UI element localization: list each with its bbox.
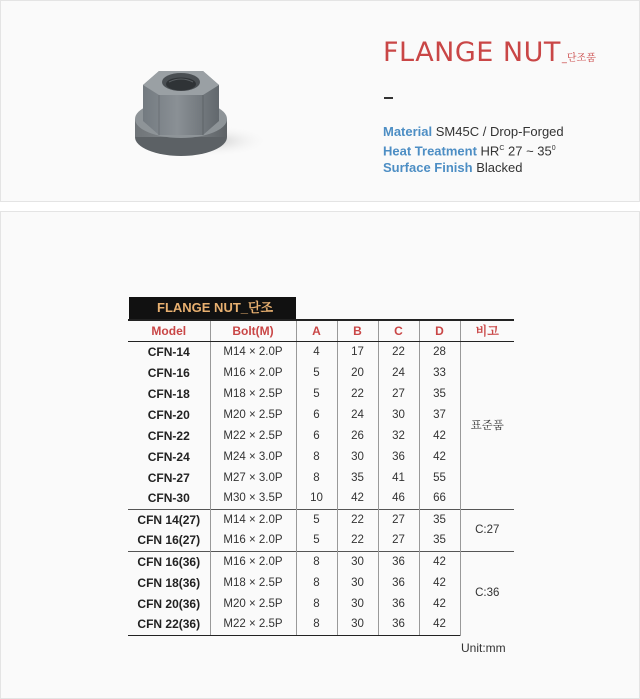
- table-row: [128, 488, 514, 509]
- table-row: [128, 551, 514, 572]
- model-cell: CFN-18: [147, 386, 190, 401]
- spec-superscript: 0: [551, 145, 556, 152]
- note-cell: 표준품: [460, 341, 514, 509]
- col-note: 비고: [460, 320, 514, 341]
- table-row: [128, 383, 514, 404]
- col-d: D: [419, 320, 460, 341]
- model-cell: CFN 20(36): [137, 596, 201, 611]
- b-cell: 26: [337, 425, 378, 446]
- model-cell: CFN 14(27): [128, 509, 210, 530]
- a-cell: 6: [296, 425, 337, 446]
- d-cell: 42: [419, 614, 460, 635]
- c-cell: 24: [378, 362, 419, 383]
- b-cell: 42: [337, 488, 378, 509]
- c-cell: 27: [378, 530, 419, 551]
- a-cell: 5: [296, 530, 337, 551]
- c-cell: 27: [378, 383, 419, 404]
- table-row: [128, 404, 514, 425]
- b-cell: 35: [337, 467, 378, 488]
- table-title: FLANGE NUT_단조: [129, 297, 296, 319]
- table-row: [128, 614, 514, 635]
- bolt-cell: M14 × 2.0P: [210, 509, 296, 530]
- bolt-cell: M18 × 2.5P: [210, 383, 296, 404]
- spec-table: [128, 319, 514, 636]
- bolt-cell: M22 × 2.5P: [210, 614, 296, 635]
- c-cell: 36: [378, 593, 419, 614]
- model-cell: CFN-16: [147, 365, 190, 380]
- spec-list: [383, 123, 564, 176]
- table-body: [128, 341, 514, 635]
- model-cell: CFN 18(36): [137, 575, 201, 590]
- a-cell: 8: [296, 446, 337, 467]
- c-cell: 36: [378, 551, 419, 572]
- bolt-cell: M16 × 2.0P: [210, 530, 296, 551]
- table-row: [128, 572, 514, 593]
- col-model: Model: [128, 320, 210, 341]
- spec-key: Material: [383, 124, 433, 139]
- a-cell: 5: [296, 362, 337, 383]
- spec-material: [383, 123, 564, 140]
- d-cell: 42: [419, 572, 460, 593]
- bolt-cell: M30 × 3.5P: [210, 488, 296, 509]
- d-cell: 42: [419, 446, 460, 467]
- bolt-cell: M16 × 2.0P: [210, 362, 296, 383]
- model-cell: CFN-20: [147, 407, 190, 422]
- model-cell: CFN-22: [147, 428, 190, 443]
- note-cell: C:36: [460, 551, 514, 635]
- spec-value: Blacked: [476, 160, 523, 176]
- d-cell: 35: [419, 530, 460, 551]
- b-cell: 30: [337, 572, 378, 593]
- c-cell: 32: [378, 425, 419, 446]
- a-cell: 8: [296, 551, 337, 572]
- table-header-row: [128, 320, 514, 341]
- d-cell: 42: [419, 551, 460, 572]
- d-cell: 28: [419, 341, 460, 362]
- product-header-card: [0, 0, 640, 202]
- d-cell: 66: [419, 488, 460, 509]
- table-row: [128, 341, 514, 362]
- bolt-cell: M20 × 2.5P: [210, 404, 296, 425]
- d-cell: 35: [419, 383, 460, 404]
- c-cell: 41: [378, 467, 419, 488]
- b-cell: 30: [337, 446, 378, 467]
- a-cell: 10: [296, 488, 337, 509]
- b-cell: 30: [337, 614, 378, 635]
- a-cell: 8: [296, 593, 337, 614]
- bolt-cell: M14 × 2.0P: [210, 341, 296, 362]
- c-cell: 36: [378, 614, 419, 635]
- product-title-suffix: _단조품: [561, 53, 596, 64]
- col-b: B: [337, 320, 378, 341]
- b-cell: 17: [337, 341, 378, 362]
- c-cell: 46: [378, 488, 419, 509]
- bolt-cell: M16 × 2.0P: [210, 551, 296, 572]
- b-cell: 22: [337, 509, 378, 530]
- spec-value: HR: [480, 143, 500, 159]
- b-cell: 24: [337, 404, 378, 425]
- spec-superscript: C: [499, 145, 505, 152]
- model-cell: CFN-14: [147, 344, 190, 359]
- product-title: [383, 37, 596, 68]
- bolt-cell: M27 × 3.0P: [210, 467, 296, 488]
- b-cell: 22: [337, 383, 378, 404]
- d-cell: 35: [419, 509, 460, 530]
- product-title-text: FLANGE NUT: [383, 37, 561, 68]
- table-row: [128, 425, 514, 446]
- model-cell: CFN 16(27): [137, 533, 201, 548]
- a-cell: 4: [296, 341, 337, 362]
- model-cell: CFN 22(36): [128, 614, 210, 635]
- d-cell: 37: [419, 404, 460, 425]
- table-row: [128, 509, 514, 530]
- d-cell: 42: [419, 593, 460, 614]
- bolt-cell: M18 × 2.5P: [210, 572, 296, 593]
- b-cell: 20: [337, 362, 378, 383]
- a-cell: 5: [296, 383, 337, 404]
- table-row: [128, 593, 514, 614]
- table-row: [128, 467, 514, 488]
- spec-surface-finish: [383, 159, 564, 176]
- a-cell: 5: [296, 509, 337, 530]
- table-row: [128, 530, 514, 551]
- c-cell: 36: [378, 446, 419, 467]
- col-c: C: [378, 320, 419, 341]
- spec-value: SM45C / Drop-Forged: [435, 124, 564, 139]
- bolt-cell: M22 × 2.5P: [210, 425, 296, 446]
- bolt-cell: M20 × 2.5P: [210, 593, 296, 614]
- a-cell: 8: [296, 572, 337, 593]
- c-cell: 36: [378, 572, 419, 593]
- d-cell: 42: [419, 425, 460, 446]
- c-cell: 30: [378, 404, 419, 425]
- model-cell: CFN-27: [147, 470, 190, 485]
- spec-value-range: 27 ~ 35: [504, 143, 552, 159]
- c-cell: 27: [378, 509, 419, 530]
- title-divider: [384, 97, 393, 99]
- spec-heat-treatment: [383, 140, 564, 159]
- model-cell: CFN 16(36): [128, 551, 210, 572]
- c-cell: 22: [378, 341, 419, 362]
- d-cell: 33: [419, 362, 460, 383]
- spec-key: Surface Finish: [383, 160, 473, 176]
- a-cell: 6: [296, 404, 337, 425]
- a-cell: 8: [296, 467, 337, 488]
- table-row: [128, 362, 514, 383]
- model-cell: CFN-24: [147, 449, 190, 464]
- col-a: A: [296, 320, 337, 341]
- model-cell: CFN-30: [147, 491, 190, 506]
- note-cell: C:27: [460, 509, 514, 551]
- flange-nut-image: [129, 49, 269, 161]
- col-bolt: Bolt(M): [210, 320, 296, 341]
- d-cell: 55: [419, 467, 460, 488]
- spec-key: Heat Treatment: [383, 143, 477, 159]
- bolt-cell: M24 × 3.0P: [210, 446, 296, 467]
- b-cell: 30: [337, 593, 378, 614]
- b-cell: 22: [337, 530, 378, 551]
- unit-label: Unit:mm: [461, 641, 506, 655]
- table-row: [128, 446, 514, 467]
- a-cell: 8: [296, 614, 337, 635]
- b-cell: 30: [337, 551, 378, 572]
